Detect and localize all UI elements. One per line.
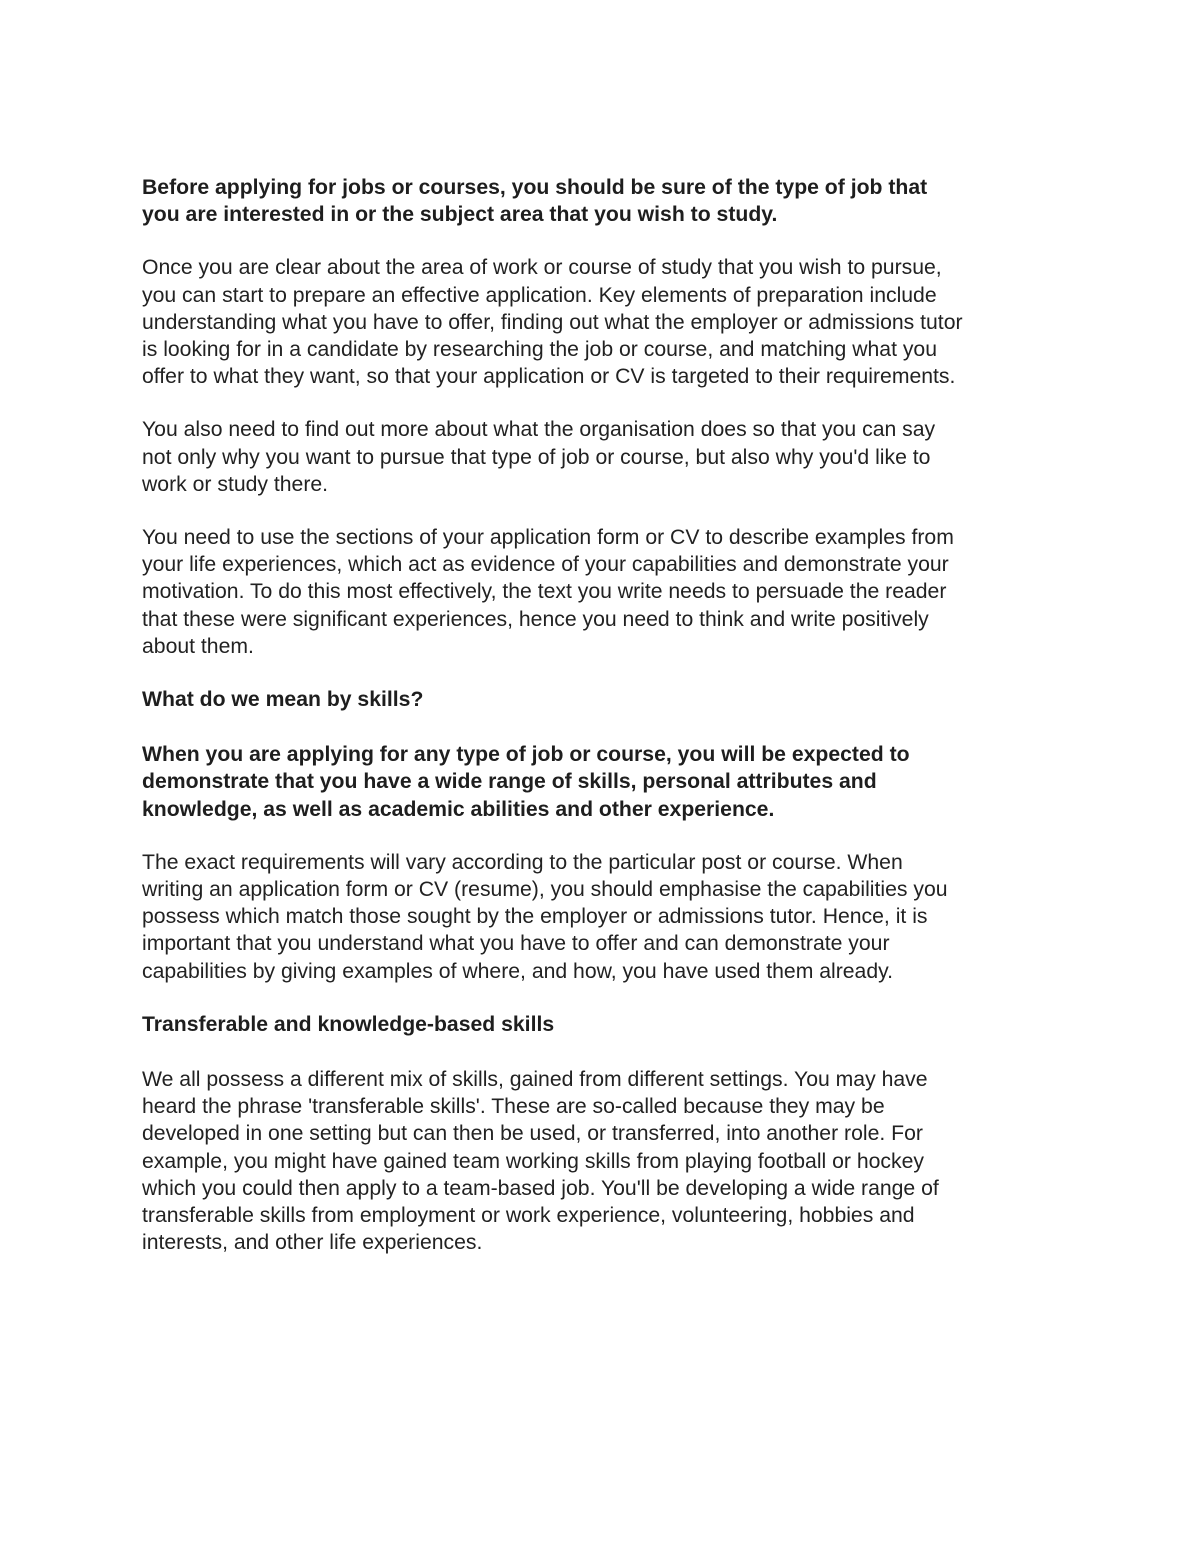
intro-bold-paragraph: Before applying for jobs or courses, you should be sure of the type of job that you are interested in or the subject area that you wish to study. — [142, 176, 928, 227]
prepare-paragraph: Once you are clear about the area of work or course of study that you wish to pursue, you can start to prepare an effective application. Key elements of preparation include understanding what you have to offer, finding out what the employer or admissions tutor is looking for in a candidate by researching the job or course, and matching what you offer to what they want, so that your application or CV is targeted to their requirements. — [142, 256, 963, 389]
skills-heading: What do we mean by skills? — [142, 688, 424, 712]
sections-paragraph: You need to use the sections of your application form or CV to describe examples from your life experiences, which act as evidence of your capabilities and demonstrate your motivation. To do this most effectively, the text you write needs to persuade the reader that these were significant experiences, hence you need to think and write positively about them. — [142, 526, 954, 658]
transferable-heading: Transferable and knowledge-based skills — [142, 1012, 555, 1036]
skills-bold-paragraph: When you are applying for any type of job or course, you will be expected to demonstrate that you have a wide range of skills, personal attributes and knowledge, as well as academic abilities and other experience. — [142, 743, 910, 821]
transferable-paragraph: We all possess a different mix of skills, gained from different settings. You may have heard the phrase 'transferable skills'. These are so-called because they may be developed in one setting but can then be used, or transferred, into another role. For example, you might have gained team working skills from playing football or hockey which you could then apply to a team-based job. You'll be developing a wide range of transferable skills from employment or work experience, volunteering, hobbies and interests, and other life experiences. — [142, 1068, 939, 1255]
requirements-paragraph: The exact requirements will vary according to the particular post or course. When writing an application form or CV (resume), you should emphasise the capabilities you possess which match those sought by the employer or admissions tutor. Hence, it is important that you understand what you have to offer and can demonstrate your capabilities by giving examples of where, and how, you have used them already. — [142, 850, 948, 983]
document-page — [142, 174, 1072, 1283]
organisation-paragraph: You also need to find out more about what the organisation does so that you can say not only why you want to pursue that type of job or course, but also why you'd like to work or study there. — [142, 418, 936, 496]
